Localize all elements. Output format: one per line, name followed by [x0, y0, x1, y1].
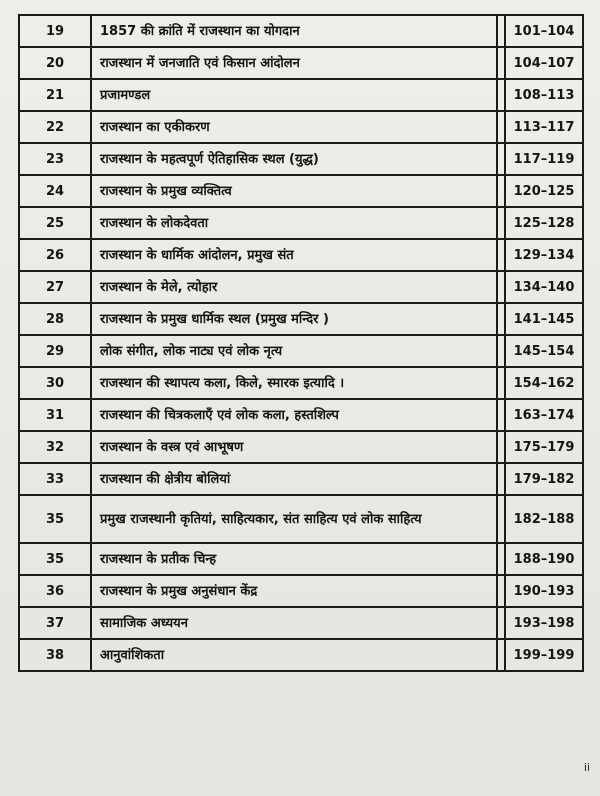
- toc-row: [20, 272, 582, 304]
- chapter-title: राजस्थान के लोकदेवता: [100, 215, 209, 231]
- table-of-contents: [18, 14, 584, 672]
- page-range: 141–145: [504, 304, 582, 336]
- chapter-title-cell: [92, 112, 498, 144]
- chapter-number: 28: [20, 304, 92, 336]
- page-range: 188–190: [504, 544, 582, 576]
- toc-row: [20, 544, 582, 576]
- chapter-number: 21: [20, 80, 92, 112]
- chapter-title: 1857 की क्रांति में राजस्थान का योगदान: [100, 23, 300, 39]
- page-range: 113–117: [504, 112, 582, 144]
- chapter-number: 25: [20, 208, 92, 240]
- toc-row: [20, 304, 582, 336]
- chapter-number: 29: [20, 336, 92, 368]
- toc-row: [20, 608, 582, 640]
- page-range: 182–188: [504, 496, 582, 544]
- chapter-title: राजस्थान के वस्त्र एवं आभूषण: [100, 439, 244, 455]
- page-range: 190–193: [504, 576, 582, 608]
- page-range: 193–198: [504, 608, 582, 640]
- toc-row: [20, 144, 582, 176]
- chapter-title-cell: [92, 400, 498, 432]
- page-range: 120–125: [504, 176, 582, 208]
- chapter-number: 38: [20, 640, 92, 670]
- toc-row: [20, 496, 582, 544]
- page-range: 175–179: [504, 432, 582, 464]
- chapter-title-cell: [92, 576, 498, 608]
- page-range: 108–113: [504, 80, 582, 112]
- page-number: ii: [583, 761, 590, 774]
- chapter-number: 20: [20, 48, 92, 80]
- toc-row: [20, 368, 582, 400]
- page-range: 104–107: [504, 48, 582, 80]
- toc-row: [20, 464, 582, 496]
- toc-row: [20, 640, 582, 670]
- toc-row: [20, 576, 582, 608]
- chapter-title-cell: [92, 80, 498, 112]
- page-range: 134–140: [504, 272, 582, 304]
- toc-row: [20, 176, 582, 208]
- chapter-title-cell: [92, 544, 498, 576]
- chapter-title-cell: [92, 240, 498, 272]
- chapter-number: 36: [20, 576, 92, 608]
- chapter-title-cell: [92, 176, 498, 208]
- chapter-title-cell: [92, 496, 498, 544]
- chapter-title: राजस्थान में जनजाति एवं किसान आंदोलन: [100, 55, 300, 71]
- chapter-title-cell: [92, 432, 498, 464]
- toc-row: [20, 48, 582, 80]
- chapter-title: राजस्थान की स्थापत्य कला, किले, स्मारक इत्यादि ।: [100, 375, 345, 391]
- chapter-title: राजस्थान के प्रमुख व्यक्तित्व: [100, 183, 232, 199]
- chapter-title-cell: [92, 16, 498, 48]
- chapter-number: 35: [20, 496, 92, 544]
- chapter-title-cell: [92, 208, 498, 240]
- chapter-title-cell: [92, 464, 498, 496]
- chapter-number: 35: [20, 544, 92, 576]
- toc-row: [20, 80, 582, 112]
- page-range: 163–174: [504, 400, 582, 432]
- toc-row: [20, 432, 582, 464]
- chapter-title: प्रजामण्डल: [100, 87, 151, 103]
- page-range: 125–128: [504, 208, 582, 240]
- chapter-title-cell: [92, 336, 498, 368]
- chapter-number: 24: [20, 176, 92, 208]
- chapter-number: 26: [20, 240, 92, 272]
- page-range: 117–119: [504, 144, 582, 176]
- chapter-title: राजस्थान के प्रमुख अनुसंधान केंद्र: [100, 583, 258, 599]
- page-range: 179–182: [504, 464, 582, 496]
- chapter-number: 32: [20, 432, 92, 464]
- chapter-title-cell: [92, 304, 498, 336]
- page-range: 101–104: [504, 16, 582, 48]
- chapter-title-cell: [92, 144, 498, 176]
- chapter-title-cell: [92, 640, 498, 670]
- chapter-title: राजस्थान के प्रमुख धार्मिक स्थल (प्रमुख मन्दिर ): [100, 311, 329, 327]
- chapter-number: 33: [20, 464, 92, 496]
- chapter-number: 37: [20, 608, 92, 640]
- chapter-number: 23: [20, 144, 92, 176]
- chapter-title: राजस्थान के महत्वपूर्ण ऐतिहासिक स्थल (युद्ध): [100, 151, 319, 167]
- toc-row: [20, 240, 582, 272]
- chapter-title: राजस्थान का एकीकरण: [100, 119, 210, 135]
- chapter-title: राजस्थान की क्षेत्रीय बोलियां: [100, 471, 231, 487]
- chapter-title: राजस्थान के धार्मिक आंदोलन, प्रमुख संत: [100, 247, 294, 263]
- chapter-number: 19: [20, 16, 92, 48]
- toc-row: [20, 400, 582, 432]
- chapter-title: लोक संगीत, लोक नाट्य एवं लोक नृत्य: [100, 343, 283, 359]
- chapter-title-cell: [92, 272, 498, 304]
- chapter-title-cell: [92, 48, 498, 80]
- page-range: 129–134: [504, 240, 582, 272]
- chapter-title: राजस्थान की चित्रकलाएँ एवं लोक कला, हस्तशिल्प: [100, 407, 339, 423]
- toc-row: [20, 112, 582, 144]
- chapter-title: प्रमुख राजस्थानी कृतियां, साहित्यकार, संत साहित्य एवं लोक साहित्य: [100, 511, 422, 527]
- chapter-title-cell: [92, 608, 498, 640]
- toc-row: [20, 16, 582, 48]
- chapter-number: 22: [20, 112, 92, 144]
- chapter-number: 31: [20, 400, 92, 432]
- chapter-title: राजस्थान के प्रतीक चिन्ह: [100, 551, 217, 567]
- page-range: 154–162: [504, 368, 582, 400]
- chapter-number: 30: [20, 368, 92, 400]
- page-range: 199–199: [504, 640, 582, 670]
- toc-row: [20, 208, 582, 240]
- chapter-title-cell: [92, 368, 498, 400]
- toc-row: [20, 336, 582, 368]
- chapter-title: आनुवांशिकता: [100, 647, 165, 663]
- chapter-title: राजस्थान के मेले, त्योहार: [100, 279, 218, 295]
- page-range: 145–154: [504, 336, 582, 368]
- chapter-title: सामाजिक अध्ययन: [100, 615, 188, 631]
- chapter-number: 27: [20, 272, 92, 304]
